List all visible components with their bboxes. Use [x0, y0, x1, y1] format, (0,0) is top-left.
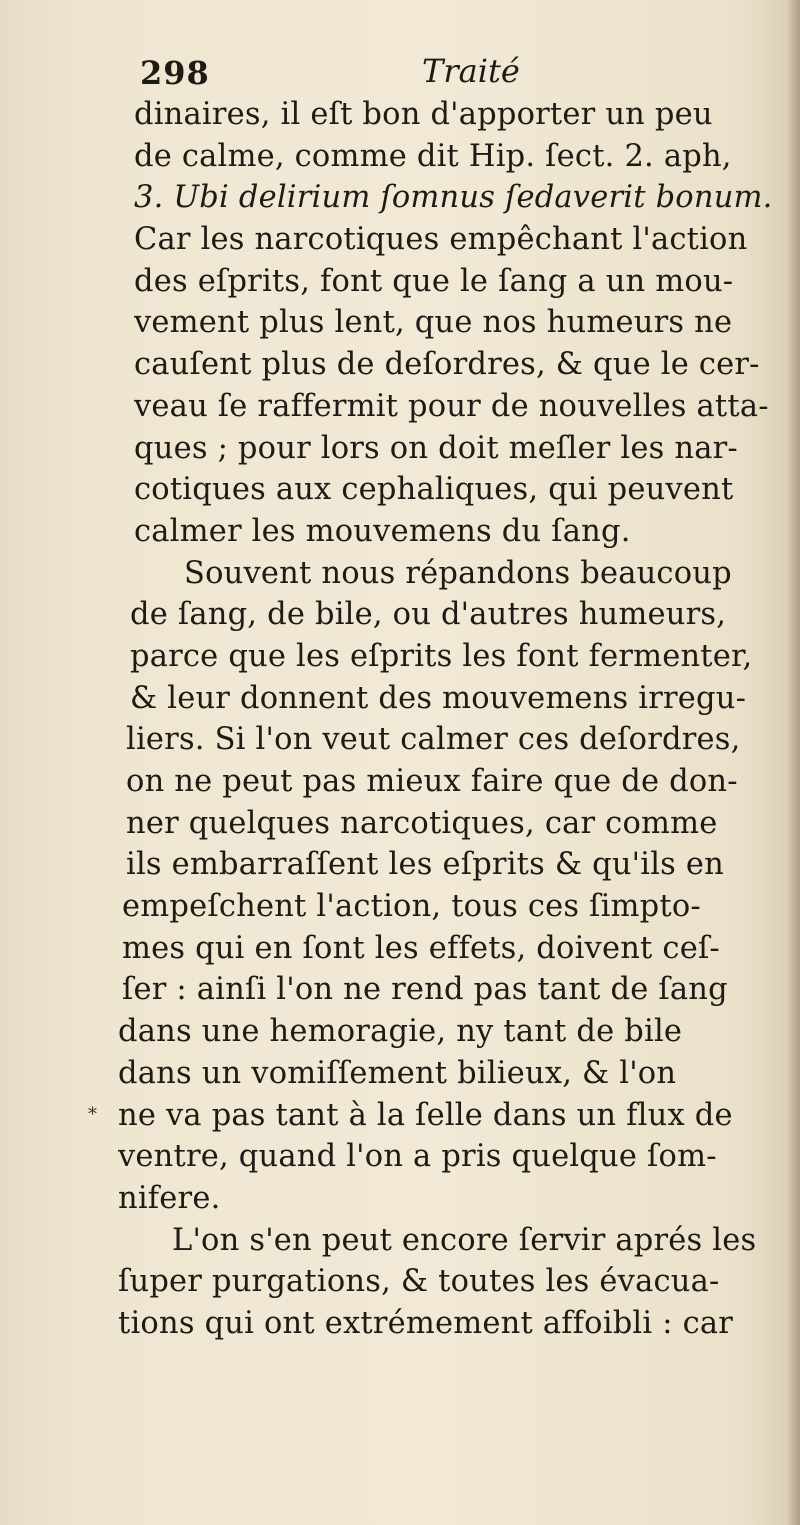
text-line: cotiques aux cephaliques, qui peuvent [134, 472, 734, 508]
text-line: 3. Ubi delirium ſomnus ſedaverit bonum. [134, 180, 773, 216]
text-line: ne va pas tant à la ſelle dans un flux de [118, 1097, 733, 1133]
text-line: ſuper purgations, & toutes les évacua- [118, 1264, 720, 1300]
body-text [118, 94, 786, 1345]
text-line: dinaires, il eſt bon d'apporter un peu [134, 97, 713, 132]
text-line: on ne peut pas mieux faire que de don- [126, 764, 738, 799]
text-line: L'on s'en peut encore ſervir aprés les [172, 1222, 757, 1258]
text-line: Souvent nous répandons beaucoup [184, 555, 732, 591]
text-line: & leur donnent des mouvemens irregu- [130, 680, 747, 716]
text-line: tions qui ont extrémement affoibli : car [118, 1305, 734, 1341]
text-line: mes qui en ſont les effets, doivent ceſ- [122, 930, 720, 966]
text-line: nifere. [118, 1180, 221, 1216]
text-line: cauſent plus de deſordres, & que le cer- [134, 347, 760, 383]
page-header [140, 50, 560, 100]
text-line: empeſchent l'action, tous ces ſimpto- [122, 889, 701, 925]
text-line: vement plus lent, que nos humeurs ne [134, 305, 733, 341]
text-line: ils embarraſſent les eſprits & qu'ils en [126, 847, 724, 883]
text-line: liers. Si l'on veut calmer ces deſordres, [126, 722, 741, 758]
page-number: 298 [140, 54, 210, 92]
text-line: de calme, comme dit Hip. ſect. 2. aph, [134, 138, 732, 174]
text-line: de ſang, de bile, ou d'autres humeurs, [130, 597, 727, 633]
text-line: dans une hemoragie, ny tant de bile [118, 1014, 683, 1050]
text-line: ner quelques narcotiques, car comme [126, 805, 718, 841]
text-line: calmer les mouvemens du ſang. [134, 513, 631, 549]
text-line: veau ſe raffermit pour de nouvelles atta- [134, 388, 769, 424]
text-line: ques ; pour lors on doit meſler les nar- [134, 430, 738, 466]
text-line: parce que les eſprits les font fermenter, [130, 638, 753, 674]
text-line: Car les narcotiques empêchant l'action [134, 222, 748, 258]
margin-mark: * [88, 1104, 97, 1125]
text-line: ventre, quand l'on a pris quelque ſom- [118, 1139, 717, 1175]
page-edge-shadow [786, 0, 800, 1525]
text-line: dans un vomiſſement bilieux, & l'on [118, 1055, 677, 1091]
text-line: des eſprits, font que le ſang a un mou- [134, 263, 734, 299]
running-title: Traité [422, 52, 520, 90]
text-line: ſer : ainſi l'on ne rend pas tant de ſang [122, 972, 728, 1008]
